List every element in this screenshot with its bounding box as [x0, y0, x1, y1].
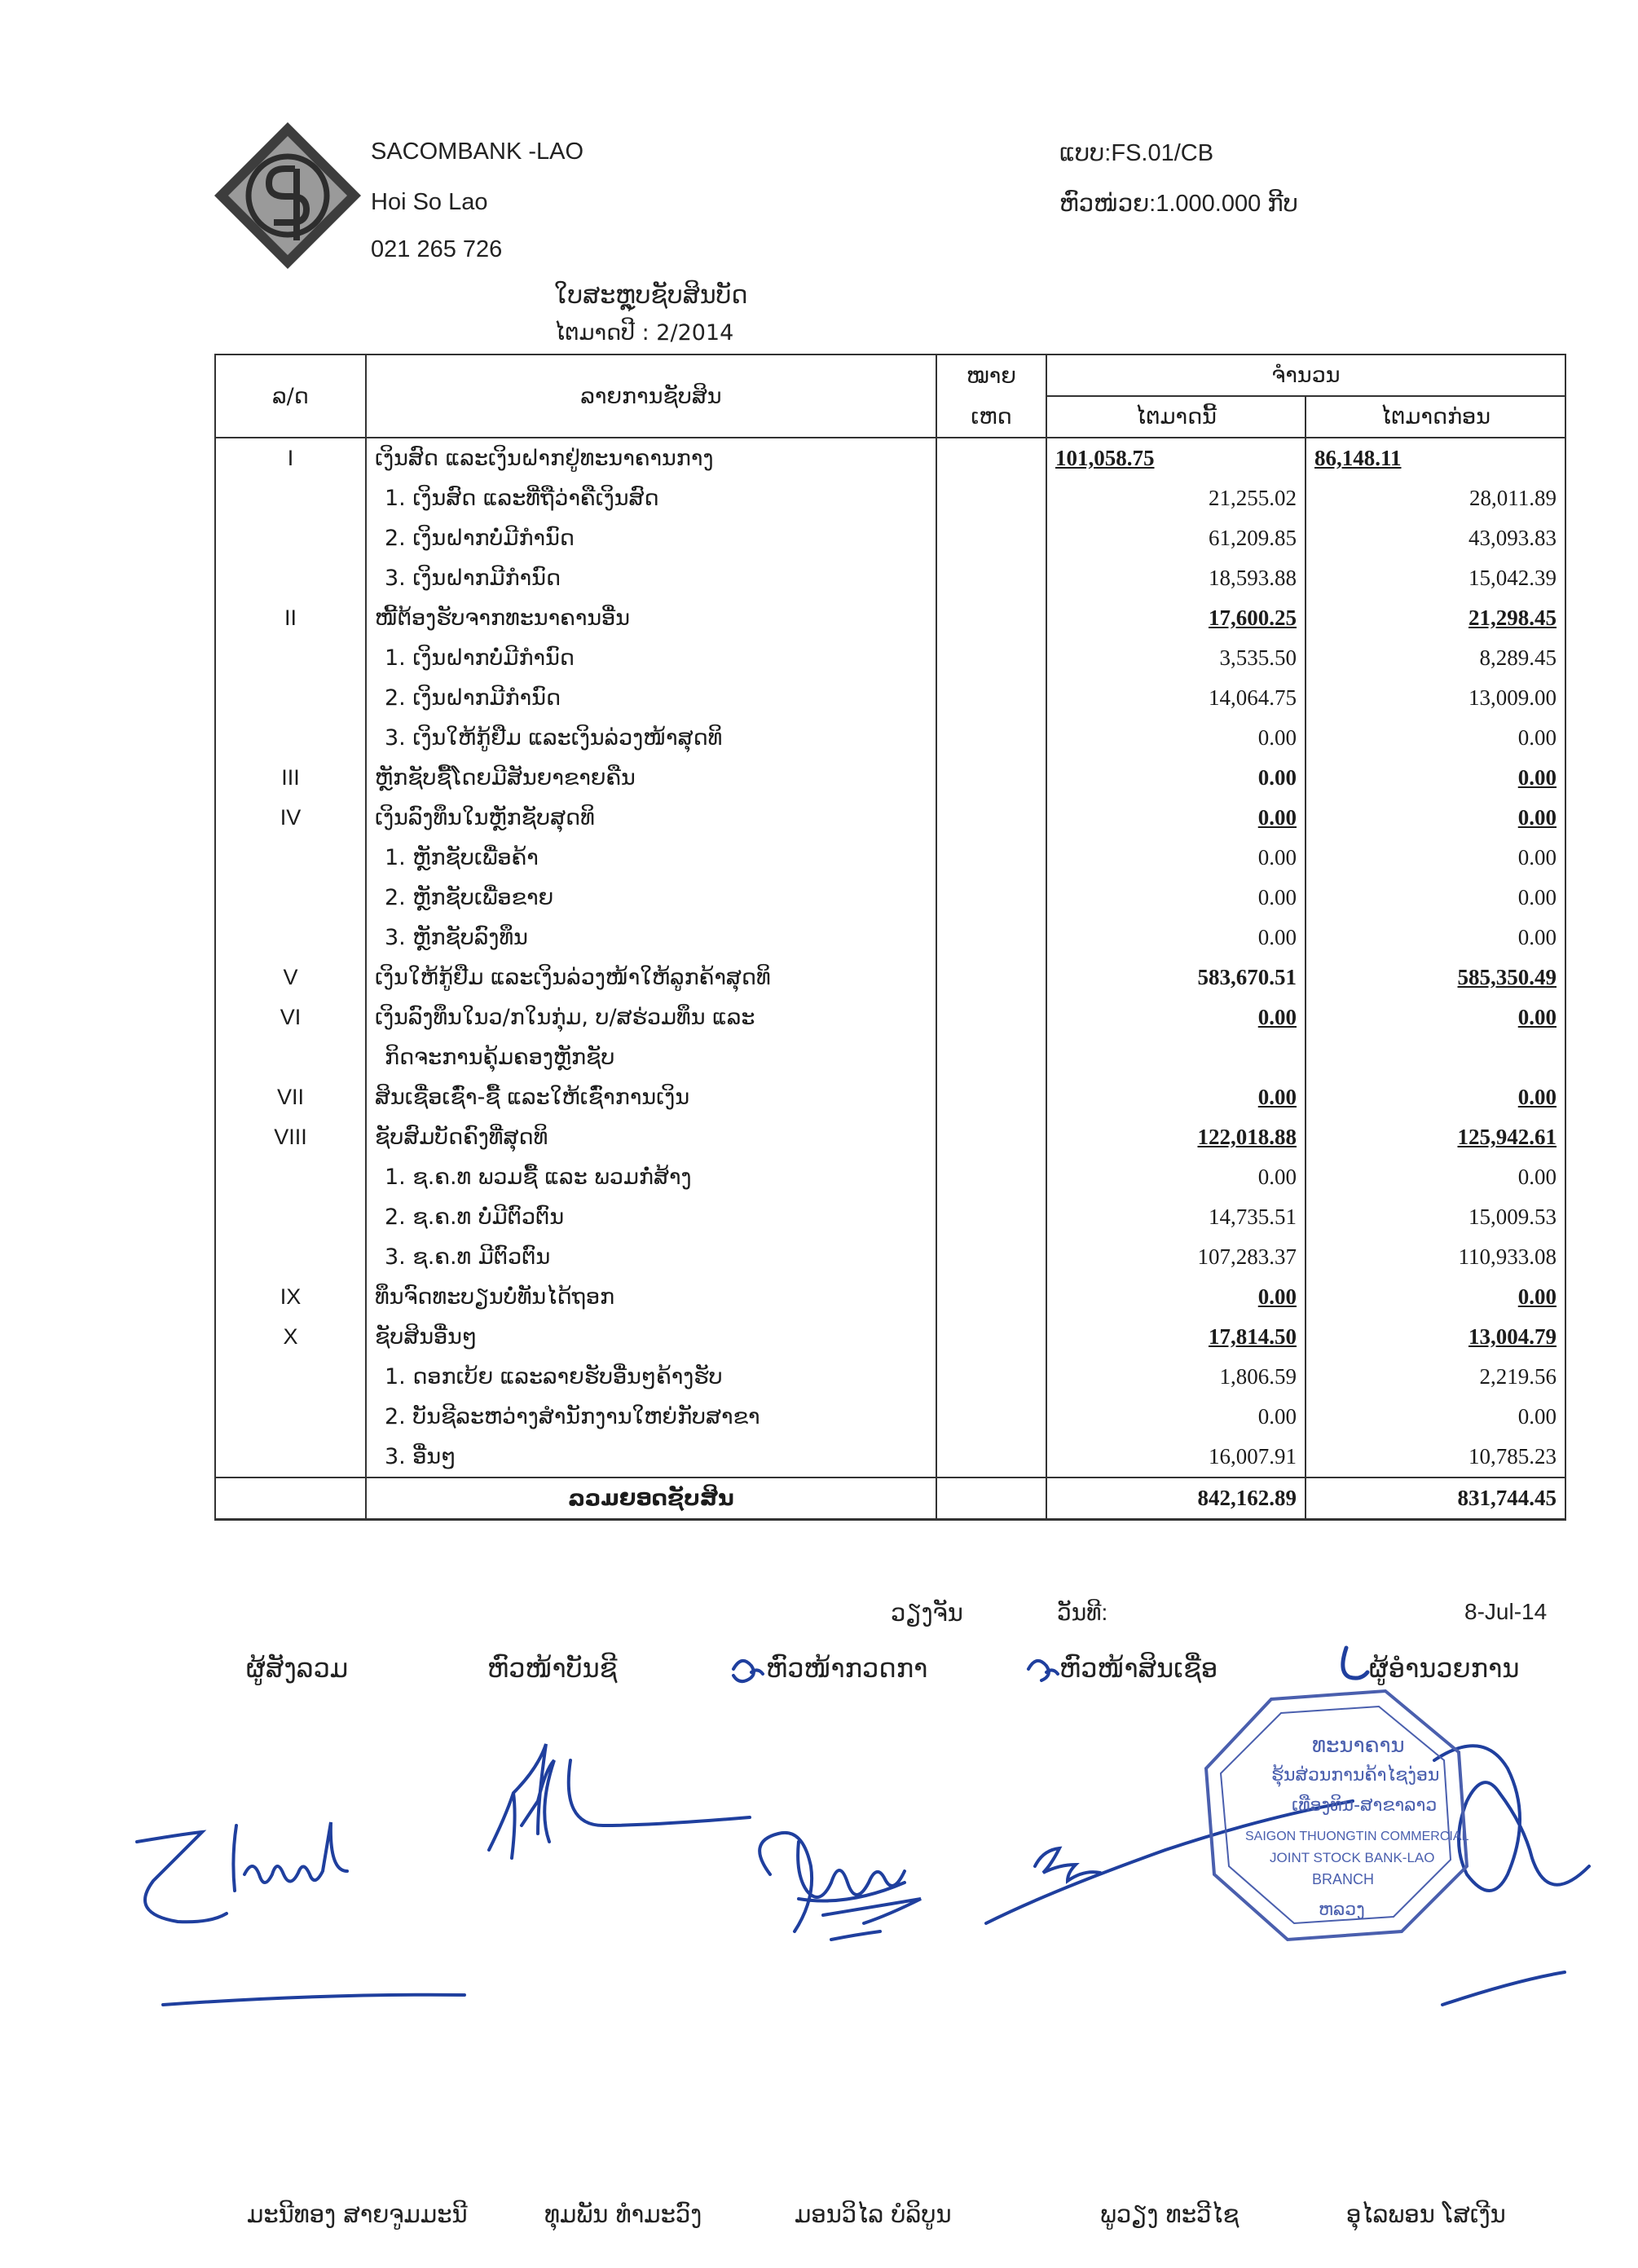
row-note — [936, 1077, 1046, 1117]
table-row — [215, 1437, 1565, 1478]
row-previous — [1306, 1237, 1565, 1277]
row-previous — [1306, 1357, 1565, 1397]
table-row — [215, 997, 1565, 1037]
row-current — [1046, 758, 1306, 798]
row-current — [1046, 1157, 1306, 1197]
row-code — [215, 878, 366, 918]
table-row — [215, 518, 1565, 558]
row-previous-text: 15,042.39 — [1468, 566, 1557, 590]
row-label — [366, 918, 936, 958]
header-current: ໄຕມາດນີ້ — [1046, 396, 1306, 438]
row-code — [215, 1157, 366, 1197]
row-code — [215, 1357, 366, 1397]
row-code-text: VIII — [274, 1125, 307, 1149]
total-label: ລວມຍອດຊັບສິນ — [366, 1478, 936, 1520]
row-current-text: 3,535.50 — [1219, 645, 1297, 670]
row-previous — [1306, 638, 1565, 678]
total-code — [215, 1478, 366, 1520]
row-label-text: ເງິນລົງທຶນໃນຫຼັກຊັບສຸດທິ — [375, 805, 595, 830]
total-current: 842,162.89 — [1046, 1478, 1306, 1520]
row-note — [936, 1437, 1046, 1478]
row-code — [215, 1077, 366, 1117]
row-label-text: 1. ດອກເບ້ຍ ແລະລາຍຮັບອື່ນໆຄ້າງຮັບ — [385, 1364, 723, 1389]
row-code — [215, 718, 366, 758]
row-note — [936, 1397, 1046, 1437]
row-previous-text: 21,298.45 — [1468, 606, 1557, 630]
row-current — [1046, 1397, 1306, 1437]
table-row — [215, 1277, 1565, 1317]
table-body — [215, 438, 1565, 1478]
report-period: ໄຕມາດປີ : 2/2014 — [554, 320, 734, 346]
table-row — [215, 878, 1565, 918]
row-label-text: 2. ຫຼັກຊັບເພື່ອຂາຍ — [385, 885, 554, 910]
row-current — [1046, 1437, 1306, 1478]
signing-date: 8-Jul-14 — [1464, 1599, 1548, 1624]
row-current — [1046, 678, 1306, 718]
row-note — [936, 638, 1046, 678]
row-current — [1046, 1317, 1306, 1357]
table-row — [215, 958, 1565, 997]
row-label-text: ຊັບສົມບັດຄົງທີ່ສຸດທິ — [375, 1125, 548, 1150]
row-previous-text: 86,148.11 — [1314, 446, 1402, 470]
row-label-text: 3. ເງິນຝາກມີກຳນົດ — [385, 566, 561, 591]
row-code — [215, 558, 366, 598]
table-row — [215, 1397, 1565, 1437]
row-previous — [1306, 1317, 1565, 1357]
row-label — [366, 878, 936, 918]
row-note — [936, 838, 1046, 878]
row-previous-text: 0.00 — [1517, 765, 1557, 790]
row-previous-text: 10,785.23 — [1468, 1444, 1557, 1469]
role-chief-accountant: ຫົວໜ້າບັນຊີ — [487, 1653, 618, 1684]
name-head-audit: ມອນວິໄລ ບໍລິບູນ — [795, 2200, 952, 2228]
handwritten-mark-credit — [1028, 1661, 1058, 1680]
row-previous-text: 0.00 — [1517, 1165, 1557, 1189]
row-current — [1046, 638, 1306, 678]
total-note — [936, 1478, 1046, 1520]
table-row — [215, 678, 1565, 718]
row-label — [366, 1437, 936, 1478]
row-current — [1046, 997, 1306, 1037]
row-previous — [1306, 678, 1565, 718]
row-current — [1046, 1117, 1306, 1157]
row-previous-text: 0.00 — [1517, 805, 1557, 830]
row-note — [936, 1197, 1046, 1237]
row-current-text: 17,814.50 — [1209, 1324, 1297, 1349]
row-previous — [1306, 997, 1565, 1037]
row-previous-text: 0.00 — [1517, 1404, 1557, 1429]
row-current — [1046, 1037, 1306, 1077]
row-label — [366, 958, 936, 997]
row-code — [215, 997, 366, 1037]
role-director: ຜູ້ອຳນວຍການ — [1369, 1653, 1520, 1684]
header-previous: ໄຕມາດກ່ອນ — [1306, 396, 1565, 438]
signature-director — [1434, 1746, 1589, 2005]
row-current — [1046, 878, 1306, 918]
row-note — [936, 558, 1046, 598]
row-code — [215, 518, 366, 558]
row-code-text: VII — [276, 1085, 304, 1109]
row-current — [1046, 1357, 1306, 1397]
row-previous — [1306, 918, 1565, 958]
row-previous — [1306, 1397, 1565, 1437]
row-current — [1046, 478, 1306, 518]
form-code: ແບບ:FS.01/CB — [1059, 140, 1214, 166]
svg-text:ເທືອງທິນ-ສາຂາລາວ: ເທືອງທິນ-ສາຂາລາວ — [1292, 1795, 1438, 1816]
svg-text:ທະນາຄານ: ທະນາຄານ — [1312, 1733, 1405, 1758]
row-code — [215, 758, 366, 798]
row-previous — [1306, 558, 1565, 598]
row-previous-text: 0.00 — [1517, 1005, 1557, 1029]
row-label — [366, 997, 936, 1037]
row-note — [936, 718, 1046, 758]
signature-chief-accountant — [489, 1744, 750, 1858]
row-previous-text: 0.00 — [1517, 725, 1557, 750]
row-current-text: 0.00 — [1257, 1284, 1297, 1309]
row-current — [1046, 438, 1306, 478]
row-label-text: 2. ຊ.ຄ.ທ ບໍ່ມີຕົວຕົນ — [385, 1204, 565, 1230]
row-label-text: 1. ເງິນສົດ ແລະທີ່ຖືວ່າຄືເງິນສົດ — [385, 486, 659, 511]
row-current — [1046, 958, 1306, 997]
official-stamp — [1206, 1691, 1468, 1940]
row-current-text: 0.00 — [1257, 885, 1297, 909]
row-current-text: 14,735.51 — [1209, 1204, 1297, 1229]
row-previous — [1306, 598, 1565, 638]
row-current-text: 0.00 — [1257, 1165, 1297, 1189]
row-current-text: 1,806.59 — [1219, 1364, 1297, 1389]
name-compiler: ມະນີທອງ ສາຍຈູມມະນີ — [247, 2200, 468, 2228]
row-previous — [1306, 518, 1565, 558]
row-label-text: ເງິນໃຫ້ກູ້ຢືມ ແລະເງິນລ່ວງໜ້າໃຫ້ລູກຄ້າສຸດທິ — [375, 965, 771, 990]
row-current-text: 0.00 — [1257, 925, 1297, 949]
row-note — [936, 598, 1046, 638]
date-label: ວັນທີ: — [1057, 1600, 1108, 1625]
row-current-text: 107,283.37 — [1197, 1244, 1297, 1269]
row-label — [366, 1237, 936, 1277]
table-row — [215, 558, 1565, 598]
table-row — [215, 638, 1565, 678]
row-current-text: 0.00 — [1257, 1005, 1297, 1029]
row-code — [215, 798, 366, 838]
row-code — [215, 598, 366, 638]
row-label-text: ສິນເຊື່ອເຊົ່າ-ຊື້ ແລະໃຫ້ເຊົ່າການເງິນ — [375, 1085, 690, 1110]
row-code — [215, 838, 366, 878]
row-previous — [1306, 758, 1565, 798]
row-code — [215, 1037, 366, 1077]
row-label-text: 1. ເງິນຝາກບໍ່ມີກຳນົດ — [385, 645, 575, 671]
row-note — [936, 798, 1046, 838]
row-previous-text: 585,350.49 — [1457, 965, 1557, 989]
row-previous-text: 0.00 — [1517, 1085, 1557, 1109]
row-current-text: 0.00 — [1257, 1085, 1297, 1109]
row-label-text: ຊັບສິນອື່ນໆ — [375, 1324, 478, 1350]
row-label-text: ທຶນຈົດທະບຽນບໍ່ທັນໄດ້ຖອກ — [375, 1284, 615, 1310]
row-code-text: II — [284, 606, 297, 630]
row-current-text: 18,593.88 — [1209, 566, 1297, 590]
table-row — [215, 798, 1565, 838]
row-label — [366, 1117, 936, 1157]
row-code-text: IV — [280, 805, 302, 830]
row-label-text: 1. ຊ.ຄ.ທ ພວມຊື້ ແລະ ພວມກໍ່ສ້າງ — [385, 1165, 692, 1190]
row-code-text: X — [283, 1324, 298, 1349]
row-label — [366, 518, 936, 558]
row-label — [366, 1317, 936, 1357]
table-row — [215, 918, 1565, 958]
row-code-text: IX — [280, 1284, 302, 1309]
name-head-credit: ພູວຽງ ທະວີໄຊ — [1100, 2200, 1240, 2228]
row-note — [936, 678, 1046, 718]
row-label — [366, 798, 936, 838]
role-head-credit: ຫົວໜ້າສິນເຊື່ອ — [1059, 1653, 1218, 1684]
row-previous-text: 110,933.08 — [1458, 1244, 1557, 1269]
row-label — [366, 598, 936, 638]
row-previous-text: 43,093.83 — [1468, 526, 1557, 550]
row-previous — [1306, 1157, 1565, 1197]
header-item: ລາຍການຊັບສິນ — [366, 355, 936, 438]
row-label — [366, 478, 936, 518]
row-label — [366, 1277, 936, 1317]
svg-text:ຫລວງ: ຫລວງ — [1319, 1900, 1365, 1920]
unit-label: ຫົວໜ່ວຍ:1.000.000 ກີບ — [1059, 191, 1298, 217]
row-previous-text: 8,289.45 — [1479, 645, 1557, 670]
row-note — [936, 1117, 1046, 1157]
balance-sheet-table — [214, 354, 1566, 1521]
row-label — [366, 438, 936, 478]
row-current-text: 14,064.75 — [1209, 685, 1297, 710]
table-row — [215, 1077, 1565, 1117]
row-note — [936, 918, 1046, 958]
row-label-text: 3. ເງິນໃຫ້ກູ້ຢືມ ແລະເງິນລ່ວງໜ້າສຸດທິ — [385, 725, 723, 751]
row-code — [215, 1317, 366, 1357]
table-row — [215, 1237, 1565, 1277]
table-row — [215, 758, 1565, 798]
row-previous — [1306, 1277, 1565, 1317]
row-note — [936, 1157, 1046, 1197]
row-code-text: V — [283, 965, 298, 989]
row-previous — [1306, 1077, 1565, 1117]
row-current-text: 61,209.85 — [1209, 526, 1297, 550]
sacombank-logo — [210, 118, 365, 273]
row-current-text: 0.00 — [1257, 725, 1297, 750]
row-label-text: ຫຼັກຊັບຊື້ໂດຍມີສັນຍາຂາຍຄືນ — [375, 765, 636, 790]
row-note — [936, 438, 1046, 478]
row-current — [1046, 558, 1306, 598]
table-row — [215, 438, 1565, 478]
row-previous-text: 15,009.53 — [1468, 1204, 1557, 1229]
row-previous-text: 13,004.79 — [1468, 1324, 1557, 1349]
row-previous — [1306, 1197, 1565, 1237]
row-label — [366, 1197, 936, 1237]
header-note-2: ເຫດ — [936, 396, 1046, 438]
row-current — [1046, 1197, 1306, 1237]
row-previous-text: 13,009.00 — [1468, 685, 1557, 710]
office-name: Hoi So Lao — [371, 189, 488, 215]
row-previous — [1306, 878, 1565, 918]
table-row — [215, 1317, 1565, 1357]
svg-text:ຮຸ້ນສ່ວນການຄ້າໄຊງ່ອນ: ຮຸ້ນສ່ວນການຄ້າໄຊງ່ອນ — [1271, 1765, 1440, 1786]
handwritten-mark-audit — [733, 1661, 763, 1681]
row-current-text: 0.00 — [1257, 805, 1297, 830]
header-no: ລ/ດ — [215, 355, 366, 438]
row-label — [366, 558, 936, 598]
name-chief-accountant: ທຸມພັນ ທຳມະວົງ — [544, 2200, 702, 2228]
row-label — [366, 718, 936, 758]
row-note — [936, 518, 1046, 558]
header-amount: ຈຳນວນ — [1046, 355, 1565, 396]
row-label — [366, 678, 936, 718]
table-row — [215, 718, 1565, 758]
table-row — [215, 478, 1565, 518]
row-code — [215, 958, 366, 997]
row-note — [936, 1037, 1046, 1077]
table-row — [215, 1157, 1565, 1197]
row-current-text: 122,018.88 — [1197, 1125, 1297, 1149]
row-previous-text: 125,942.61 — [1457, 1125, 1557, 1149]
row-label-text: 3. ຫຼັກຊັບລົງທຶນ — [385, 925, 528, 950]
row-current — [1046, 718, 1306, 758]
table-row — [215, 1357, 1565, 1397]
row-code — [215, 1237, 366, 1277]
signature-head-audit — [760, 1833, 921, 1940]
row-label — [366, 758, 936, 798]
row-current-text: 0.00 — [1257, 765, 1297, 790]
row-current — [1046, 1277, 1306, 1317]
svg-text:BRANCH: BRANCH — [1312, 1871, 1375, 1887]
row-previous — [1306, 718, 1565, 758]
row-label-text: 1. ຫຼັກຊັບເພື່ອຄ້າ — [385, 845, 539, 870]
row-note — [936, 758, 1046, 798]
table-row — [215, 1197, 1565, 1237]
place-label: ວຽງຈັນ — [891, 1599, 963, 1627]
row-current-text: 101,058.75 — [1055, 446, 1155, 470]
row-previous — [1306, 798, 1565, 838]
row-note — [936, 1277, 1046, 1317]
table-row — [215, 1117, 1565, 1157]
total-previous: 831,744.45 — [1306, 1478, 1565, 1520]
row-code-text: I — [287, 446, 294, 470]
row-current — [1046, 838, 1306, 878]
row-current — [1046, 798, 1306, 838]
svg-text:JOINT STOCK BANK-LAO: JOINT STOCK BANK-LAO — [1270, 1850, 1435, 1865]
row-label — [366, 838, 936, 878]
svg-text:SAIGON THUONGTIN COMMERCIAL: SAIGON THUONGTIN COMMERCIAL — [1245, 1830, 1469, 1843]
role-compiler: ຜູ້ສັງລວມ — [246, 1653, 349, 1684]
row-current-text: 21,255.02 — [1209, 486, 1297, 510]
row-label — [366, 1357, 936, 1397]
row-note — [936, 1317, 1046, 1357]
row-current-text: 583,670.51 — [1197, 965, 1297, 989]
row-code — [215, 918, 366, 958]
signature-compiler — [137, 1822, 347, 1922]
row-note — [936, 878, 1046, 918]
row-previous — [1306, 1117, 1565, 1157]
row-label-text: 2. ບັນຊີລະຫວ່າງສຳນັກງານໃຫຍ່ກັບສາຂາ — [385, 1404, 760, 1429]
handwritten-mark-director — [1343, 1648, 1367, 1678]
row-label-text: ເງິນສົດ ແລະເງິນຝາກຢູ່ທະນາຄານກາງ — [375, 446, 714, 471]
signature-head-credit — [986, 1801, 1353, 1923]
table-row — [215, 838, 1565, 878]
role-head-audit: ຫົວໜ້າກວດກາ — [766, 1653, 928, 1684]
name-director: ອຸໄລພອນ ໂສເງີນ — [1346, 2200, 1506, 2228]
row-label — [366, 1077, 936, 1117]
row-note — [936, 1237, 1046, 1277]
header-note-1: ໝາຍ — [936, 355, 1046, 396]
row-code — [215, 638, 366, 678]
row-label-text: ເງິນລົງທຶນໃນວ/ກໃນກຸ່ມ, ບ/ສຮ່ວມທຶນ ແລະ — [375, 1005, 755, 1030]
table-row — [215, 598, 1565, 638]
row-current-text: 16,007.91 — [1209, 1444, 1297, 1469]
row-label-text: 3. ອື່ນໆ — [385, 1444, 456, 1469]
row-code — [215, 478, 366, 518]
row-current — [1046, 1077, 1306, 1117]
row-current-text: 0.00 — [1257, 1404, 1297, 1429]
row-label — [366, 1037, 936, 1077]
row-current-text: 17,600.25 — [1209, 606, 1297, 630]
row-previous — [1306, 1437, 1565, 1478]
phone-number: 021 265 726 — [371, 236, 503, 262]
row-note — [936, 958, 1046, 997]
row-note — [936, 997, 1046, 1037]
report-title: ໃບສະຫຼຸບຊັບສິນບັດ — [554, 281, 748, 310]
row-label-text: ກິດຈະການຄຸ້ມຄອງຫຼັກຊັບ — [385, 1045, 615, 1070]
row-code — [215, 1397, 366, 1437]
row-code — [215, 1117, 366, 1157]
total-row — [215, 1478, 1565, 1520]
row-previous-text: 28,011.89 — [1469, 486, 1557, 510]
row-code-text: III — [281, 765, 300, 790]
row-previous-text: 0.00 — [1517, 925, 1557, 949]
row-code — [215, 678, 366, 718]
row-previous — [1306, 958, 1565, 997]
bank-name: SACOMBANK -LAO — [371, 139, 584, 165]
row-label — [366, 1157, 936, 1197]
row-code — [215, 1277, 366, 1317]
row-previous — [1306, 1037, 1565, 1077]
row-note — [936, 478, 1046, 518]
row-current-text: 0.00 — [1257, 845, 1297, 870]
row-label-text: ໜີ້ຕ້ອງຮັບຈາກທະນາຄານອື່ນ — [375, 606, 631, 631]
row-previous-text: 0.00 — [1517, 845, 1557, 870]
row-previous-text: 0.00 — [1517, 1284, 1557, 1309]
row-current — [1046, 598, 1306, 638]
row-code — [215, 1197, 366, 1237]
row-previous — [1306, 478, 1565, 518]
row-label — [366, 638, 936, 678]
row-code — [215, 438, 366, 478]
row-current — [1046, 518, 1306, 558]
row-previous-text: 2,219.56 — [1479, 1364, 1557, 1389]
table-row — [215, 1037, 1565, 1077]
row-label-text: 3. ຊ.ຄ.ທ ມີຕົວຕົນ — [385, 1244, 551, 1270]
row-previous-text: 0.00 — [1517, 885, 1557, 909]
row-code — [215, 1437, 366, 1478]
row-label-text: 2. ເງິນຝາກບໍ່ມີກຳນົດ — [385, 526, 575, 551]
row-note — [936, 1357, 1046, 1397]
row-current — [1046, 1237, 1306, 1277]
row-label-text: 2. ເງິນຝາກມີກຳນົດ — [385, 685, 561, 711]
row-code-text: VI — [280, 1005, 302, 1029]
row-label — [366, 1397, 936, 1437]
row-current — [1046, 918, 1306, 958]
row-previous — [1306, 838, 1565, 878]
row-previous — [1306, 438, 1565, 478]
